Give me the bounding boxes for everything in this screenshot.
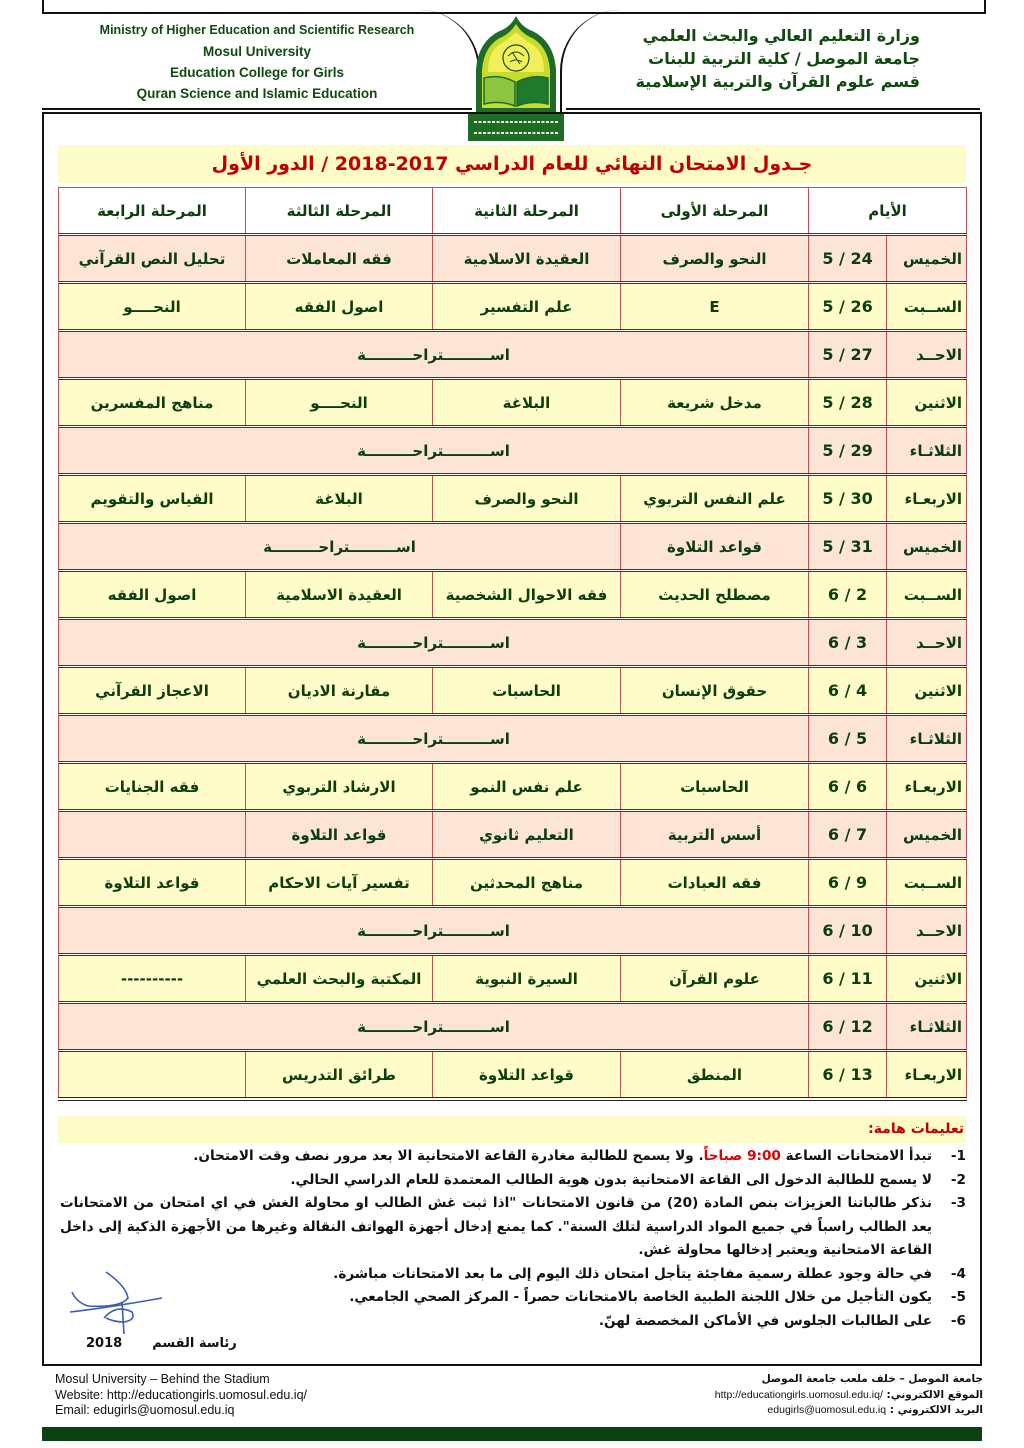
table-row	[59, 571, 967, 619]
website-label: الموقع الالكتروني:	[886, 1388, 983, 1401]
table-row	[59, 859, 967, 907]
day-cell: الاحــد	[887, 907, 967, 955]
exam-cell: الارشاد التربوي	[246, 763, 433, 811]
day-cell: الاحــد	[887, 331, 967, 379]
instruction-text: لا يسمح للطالبة الدخول الى القاعة الامتحانية بدون هوية الطالب المعتمدة للعام الدراسي الحالي.	[290, 1171, 932, 1188]
footer-address-ar: جامعة الموصل – خلف ملعب جامعة الموصل	[761, 1373, 983, 1385]
table-row	[59, 715, 967, 763]
table-row	[59, 283, 967, 331]
exam-cell: علم التفسير	[433, 283, 621, 331]
header-stage-3: المرحلة الثالثة	[246, 188, 433, 235]
instructions-heading	[58, 1116, 966, 1143]
table-row	[59, 907, 967, 955]
day-cell: الاثنين	[887, 379, 967, 427]
exam-cell: اصول الفقه	[59, 571, 246, 619]
exam-cell: اصول الفقه	[246, 283, 433, 331]
instruction-item	[60, 1310, 966, 1334]
exam-schedule-table	[58, 187, 967, 1101]
day-cell: الثلاثـاء	[887, 715, 967, 763]
footer-email-ar[interactable]	[600, 1403, 983, 1419]
instruction-item	[60, 1169, 966, 1193]
table-row	[59, 619, 967, 667]
date-cell: 30 / 5	[809, 475, 887, 523]
exam-cell: طرائق التدريس	[246, 1051, 433, 1100]
day-cell: الاثنين	[887, 955, 967, 1003]
instruction-text-start: تبدأ الامتحانات الساعة	[780, 1148, 932, 1164]
day-cell: الســبت	[887, 859, 967, 907]
exam-cell: مصطلح الحديث	[621, 571, 809, 619]
exam-cell: المكتبة والبحث العلمي	[246, 955, 433, 1003]
department-presidency: رئاسة القسم	[152, 1336, 237, 1351]
table-row	[59, 1051, 967, 1100]
instruction-text-end: . ولا يسمح للطالبة مغادرة القاعة الامتحانية الا بعد مرور نصف وقت الامتحان.	[193, 1148, 704, 1164]
day-cell: الاربعـاء	[887, 475, 967, 523]
date-cell: 6 / 6	[809, 763, 887, 811]
exam-cell: التعليم ثانوي	[433, 811, 621, 859]
schedule-title: جـدول الامتحان النهائي للعام الدراسي 2017-2018 / الدور الأول	[58, 145, 966, 183]
instruction-text: نذكر طالباتنا العزيزات بنص المادة (20) من قانون الامتحانات "اذا ثبت غش الطالب او محاولة الغش في اي امتحان من الامتحانات يعد الطالب راسباً في جميع المواد الدراسية لتلك السنة". كما يمنع إدخال أجهزة الهواتف النقالة وغيرها من الأجهزة الذكية إلى داخل القاعة الامتحانية ويعتبر إدخالها محاولة غش.	[60, 1195, 933, 1258]
date-cell: 11 / 6	[809, 955, 887, 1003]
exam-cell: العقيدة الاسلامية	[246, 571, 433, 619]
exam-cell: النحو والصرف	[621, 235, 809, 283]
instruction-number: 4-	[950, 1265, 966, 1282]
exam-cell: فقه الجنايات	[59, 763, 246, 811]
email-label: البريد الالكتروني :	[889, 1404, 983, 1416]
table-row	[59, 811, 967, 859]
exam-cell: البلاغة	[246, 475, 433, 523]
date-cell: 4 / 6	[809, 667, 887, 715]
exam-cell: تحليل النص القرآني	[59, 235, 246, 283]
footer-arabic	[600, 1372, 983, 1419]
day-cell: الاربعـاء	[887, 1051, 967, 1100]
header-stage-2: المرحلة الثانية	[433, 188, 621, 235]
exam-cell	[59, 811, 246, 859]
exam-cell	[59, 1051, 246, 1100]
header-days: الأيام	[809, 188, 967, 235]
rest-cell: اســـــــــتراحـــــــــة	[59, 331, 809, 379]
header-stage-1: المرحلة الأولى	[621, 188, 809, 235]
instruction-number: 6-	[950, 1312, 966, 1329]
email-link[interactable]: edugirls@uomosul.edu.iq	[767, 1404, 887, 1416]
date-cell: 10 / 6	[809, 907, 887, 955]
logo-book-left	[484, 77, 515, 106]
instruction-number: 1-	[950, 1148, 966, 1164]
table-row	[59, 667, 967, 715]
day-cell: الاحــد	[887, 619, 967, 667]
instructions-list	[60, 1145, 966, 1333]
exam-cell: مقارنة الاديان	[246, 667, 433, 715]
instruction-number: 2-	[950, 1171, 966, 1188]
footer-green-bar	[42, 1427, 982, 1441]
rest-cell: اســـــــــتراحـــــــــة	[59, 907, 809, 955]
table-row	[59, 427, 967, 475]
day-cell: الخميس	[887, 811, 967, 859]
date-cell: 29 / 5	[809, 427, 887, 475]
exam-cell: مناهج المحدثين	[433, 859, 621, 907]
table-row	[59, 955, 967, 1003]
instruction-text: في حالة وجود عطلة رسمية مفاجئة يتأجل امتحان ذلك اليوم إلى ما بعد الامتحانات مباشرة.	[333, 1265, 932, 1282]
exam-cell: الحاسبات	[621, 763, 809, 811]
day-cell: الســبت	[887, 283, 967, 331]
exam-cell: تفسير آيات الاحكام	[246, 859, 433, 907]
handwritten-signature	[66, 1268, 186, 1334]
exam-cell: العقيدة الاسلامية	[433, 235, 621, 283]
date-cell: 31 / 5	[809, 523, 887, 571]
rest-cell: اســـــــــتراحـــــــــة	[59, 427, 809, 475]
exam-cell: مناهج المفسرين	[59, 379, 246, 427]
instruction-text: على الطالبات الجلوس في الأماكن المخصصة لهنّ.	[598, 1312, 932, 1329]
exam-cell: الحاسبات	[433, 667, 621, 715]
date-cell: 2 / 6	[809, 571, 887, 619]
rest-cell: اســـــــــتراحـــــــــة	[59, 523, 621, 571]
footer-website-en[interactable]: Website: http://educationgirls.uomosul.edu.iq/	[55, 1387, 307, 1402]
department-name-en: Quran Science and Islamic Education	[136, 86, 378, 101]
table-header-row	[59, 188, 967, 235]
date-cell: 9 / 6	[809, 859, 887, 907]
day-cell: الاربعـاء	[887, 763, 967, 811]
exam-cell: E	[621, 283, 809, 331]
rest-cell: اســـــــــتراحـــــــــة	[59, 1003, 809, 1051]
instruction-item	[60, 1145, 966, 1169]
ministry-name-ar: وزارة التعليم العالي والبحث العلمي	[642, 26, 920, 45]
instruction-item	[60, 1192, 966, 1263]
exam-cell: قواعد التلاوة	[246, 811, 433, 859]
footer-website-ar[interactable]	[600, 1388, 983, 1404]
exam-cell: علوم القرآن	[621, 955, 809, 1003]
exam-cell: النحــــو	[59, 283, 246, 331]
header-stage-4: المرحلة الرابعة	[59, 188, 246, 235]
exam-cell: الاعجاز القرآني	[59, 667, 246, 715]
day-cell: الخميس	[887, 235, 967, 283]
rest-cell: اســـــــــتراحـــــــــة	[59, 715, 809, 763]
instruction-item	[60, 1263, 966, 1287]
day-cell: الاثنين	[887, 667, 967, 715]
table-body	[59, 235, 967, 1100]
table-row	[59, 1003, 967, 1051]
day-cell: الخميس	[887, 523, 967, 571]
exam-cell: علم نفس النمو	[433, 763, 621, 811]
ministry-name-en: Ministry of Higher Education and Scientific Research	[99, 23, 415, 37]
table-row	[59, 523, 967, 571]
exam-cell: علم النفس التربوي	[621, 475, 809, 523]
day-cell: الســبت	[887, 571, 967, 619]
date-cell: 26 / 5	[809, 283, 887, 331]
table-row	[59, 763, 967, 811]
university-name-ar: جامعة الموصل / كلية التربية للبنات	[648, 49, 920, 68]
exam-cell: قواعد التلاوة	[621, 523, 809, 571]
university-name-en: Mosul University	[202, 44, 312, 59]
instruction-number: 5-	[950, 1289, 966, 1305]
date-cell: 28 / 5	[809, 379, 887, 427]
footer-email-en[interactable]: Email: edugirls@uomosul.edu.iq	[55, 1403, 235, 1417]
exam-cell: السيرة النبوية	[433, 955, 621, 1003]
table-row	[59, 331, 967, 379]
footer-english	[55, 1372, 475, 1419]
signature-year: 2018	[86, 1336, 123, 1351]
exam-cell: مدخل شريعة	[621, 379, 809, 427]
exam-cell: البلاغة	[433, 379, 621, 427]
header-arabic	[566, 12, 980, 110]
rest-cell: اســـــــــتراحـــــــــة	[59, 619, 809, 667]
date-cell: 12 / 6	[809, 1003, 887, 1051]
table-row	[59, 475, 967, 523]
exam-cell: حقوق الإنسان	[621, 667, 809, 715]
exam-cell: فقه العبادات	[621, 859, 809, 907]
table-row	[59, 235, 967, 283]
college-name-en: Education College for Girls	[169, 65, 345, 80]
date-cell: 7 / 6	[809, 811, 887, 859]
exam-cell: القياس والتقويم	[59, 475, 246, 523]
exam-cell: قواعد التلاوة	[433, 1051, 621, 1100]
date-cell: 3 / 6	[809, 619, 887, 667]
header-english	[42, 12, 472, 110]
exam-cell: النحو والصرف	[433, 475, 621, 523]
date-cell: 5 / 6	[809, 715, 887, 763]
exam-cell: فقه الاحوال الشخصية	[433, 571, 621, 619]
day-cell: الثلاثـاء	[887, 1003, 967, 1051]
instruction-text: يكون التأجيل من خلال اللجنة الطبية الخاصة بالامتحانات حصراً - المركز الصحي الجامعي.	[349, 1289, 932, 1305]
department-name-ar: قسم علوم القرآن والتربية الإسلامية	[635, 72, 920, 91]
date-cell: 27 / 5	[809, 331, 887, 379]
footer-address-en: Mosul University – Behind the Stadium	[55, 1372, 270, 1386]
instruction-item	[60, 1286, 966, 1310]
day-cell: الثلاثـاء	[887, 427, 967, 475]
date-cell: 24 / 5	[809, 235, 887, 283]
table-row	[59, 379, 967, 427]
date-cell: 13 / 6	[809, 1051, 887, 1100]
logo-book-right	[517, 77, 548, 106]
exam-cell: فقه المعاملات	[246, 235, 433, 283]
exam-cell: أسس التربية	[621, 811, 809, 859]
exam-start-time: 9:00 صباحاً	[703, 1148, 781, 1164]
exam-cell: النحــــو	[246, 379, 433, 427]
instruction-number: 3-	[950, 1195, 966, 1211]
exam-cell: المنطق	[621, 1051, 809, 1100]
exam-cell: قواعد التلاوة	[59, 859, 246, 907]
exam-cell: ----------	[59, 955, 246, 1003]
signature-label	[86, 1336, 286, 1351]
website-link[interactable]: http://educationgirls.uomosul.edu.iq/	[714, 1388, 883, 1401]
instructions-heading-text: تعليمات هامة:	[868, 1121, 964, 1137]
